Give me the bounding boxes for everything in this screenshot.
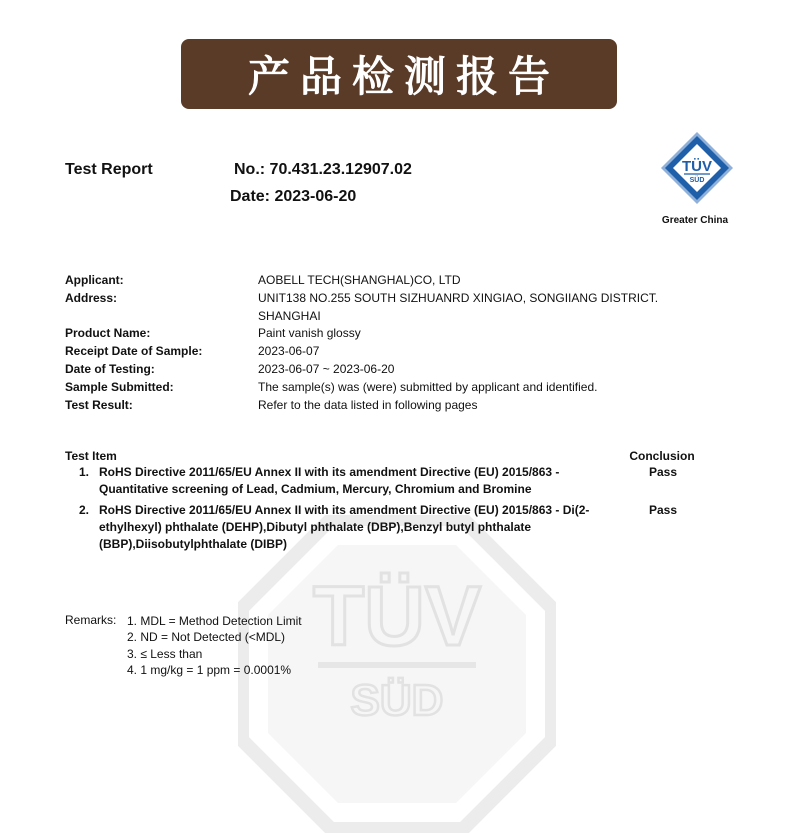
remarks-label: Remarks:: [65, 613, 117, 627]
title-banner: [181, 39, 617, 109]
test-item-description: [99, 464, 611, 498]
watermark-subtext: SÜD: [350, 676, 444, 725]
test-item-number: 1.: [79, 465, 90, 479]
test-item-result: Pass: [648, 503, 678, 517]
logo-text: TÜV: [682, 158, 712, 175]
watermark-text: TÜV: [313, 569, 481, 663]
test-item: [65, 502, 715, 553]
info-value: Paint vanish glossy: [258, 326, 361, 341]
logo-caption: Greater China: [661, 215, 729, 226]
remarks: [65, 613, 302, 679]
info-label: Applicant:: [65, 273, 124, 287]
test-item-line: (BBP),Diisobutylphthalate (DIBP): [99, 537, 287, 551]
info-value: The sample(s) was (were) submitted by applicant and identified.: [258, 379, 598, 394]
address-line-2: SHANGHAI: [258, 308, 321, 323]
report-date: Date: 2023-06-20: [230, 188, 357, 205]
test-item-number: 2.: [79, 503, 90, 517]
conclusion-header: Conclusion: [629, 449, 695, 463]
info-row-sample: [65, 379, 698, 397]
remark-item: 1. MDL = Method Detection Limit: [127, 614, 302, 628]
test-item-line: RoHS Directive 2011/65/EU Annex II with its amendment Directive (EU) 2015/863 - Di(2-: [99, 503, 590, 517]
logo-subtext: SÜD: [689, 177, 705, 184]
test-items-table: [65, 448, 715, 557]
info-label: Product Name:: [65, 326, 151, 341]
test-item-description: [99, 502, 611, 553]
remark-item: 4. 1 mg/kg = 1 ppm = 0.0001%: [127, 663, 292, 678]
report-label: Test Report: [65, 161, 153, 178]
report-number: No.: 70.431.23.12907.02: [234, 161, 412, 178]
info-label: Receipt Date of Sample:: [65, 344, 203, 359]
info-label: Date of Testing:: [65, 361, 155, 376]
remark-item: 2. ND = Not Detected (<MDL): [127, 630, 286, 645]
applicant-info: [65, 272, 698, 414]
info-row-applicant: [65, 272, 698, 290]
test-item-line: ethylhexyl) phthalate (DEHP),Dibutyl phthalate (DBP),Benzyl butyl phthalate: [99, 520, 532, 534]
test-items-header: [65, 448, 715, 464]
info-label: Test Result:: [65, 397, 133, 412]
test-item: [65, 464, 715, 498]
info-value: 2023-06-07 ~ 2023-06-20: [258, 361, 395, 376]
test-item-header: Test Item: [65, 449, 117, 463]
info-value: 2023-06-07: [258, 344, 320, 359]
info-label: Address:: [65, 290, 118, 305]
info-value: [258, 290, 698, 326]
info-row-product: [65, 325, 698, 343]
tuv-sud-logo: [660, 131, 734, 205]
info-label: Sample Submitted:: [65, 379, 174, 394]
info-value: Refer to the data listed in following pages: [258, 397, 478, 412]
test-item-result: Pass: [648, 465, 678, 479]
banner-title: 产品检测报告: [247, 52, 560, 101]
test-item-line: RoHS Directive 2011/65/EU Annex II with its amendment Directive (EU) 2015/863 -: [99, 465, 560, 479]
remark-item: 3. ≤ Less than: [127, 646, 203, 661]
address-line-1: UNIT138 NO.255 SOUTH SIZHUANRD XINGIAO, SONGIIANG DISTRICT.: [258, 290, 659, 305]
test-item-line: Quantitative screening of Lead, Cadmium, Mercury, Chromium and Bromine: [99, 482, 532, 496]
info-row-result: [65, 397, 698, 415]
info-row-address: [65, 290, 698, 326]
info-row-testing-date: [65, 361, 698, 379]
remarks-list: [127, 613, 302, 679]
info-value: AOBELL TECH(SHANGHAL)CO, LTD: [258, 273, 461, 287]
info-row-receipt-date: [65, 343, 698, 361]
